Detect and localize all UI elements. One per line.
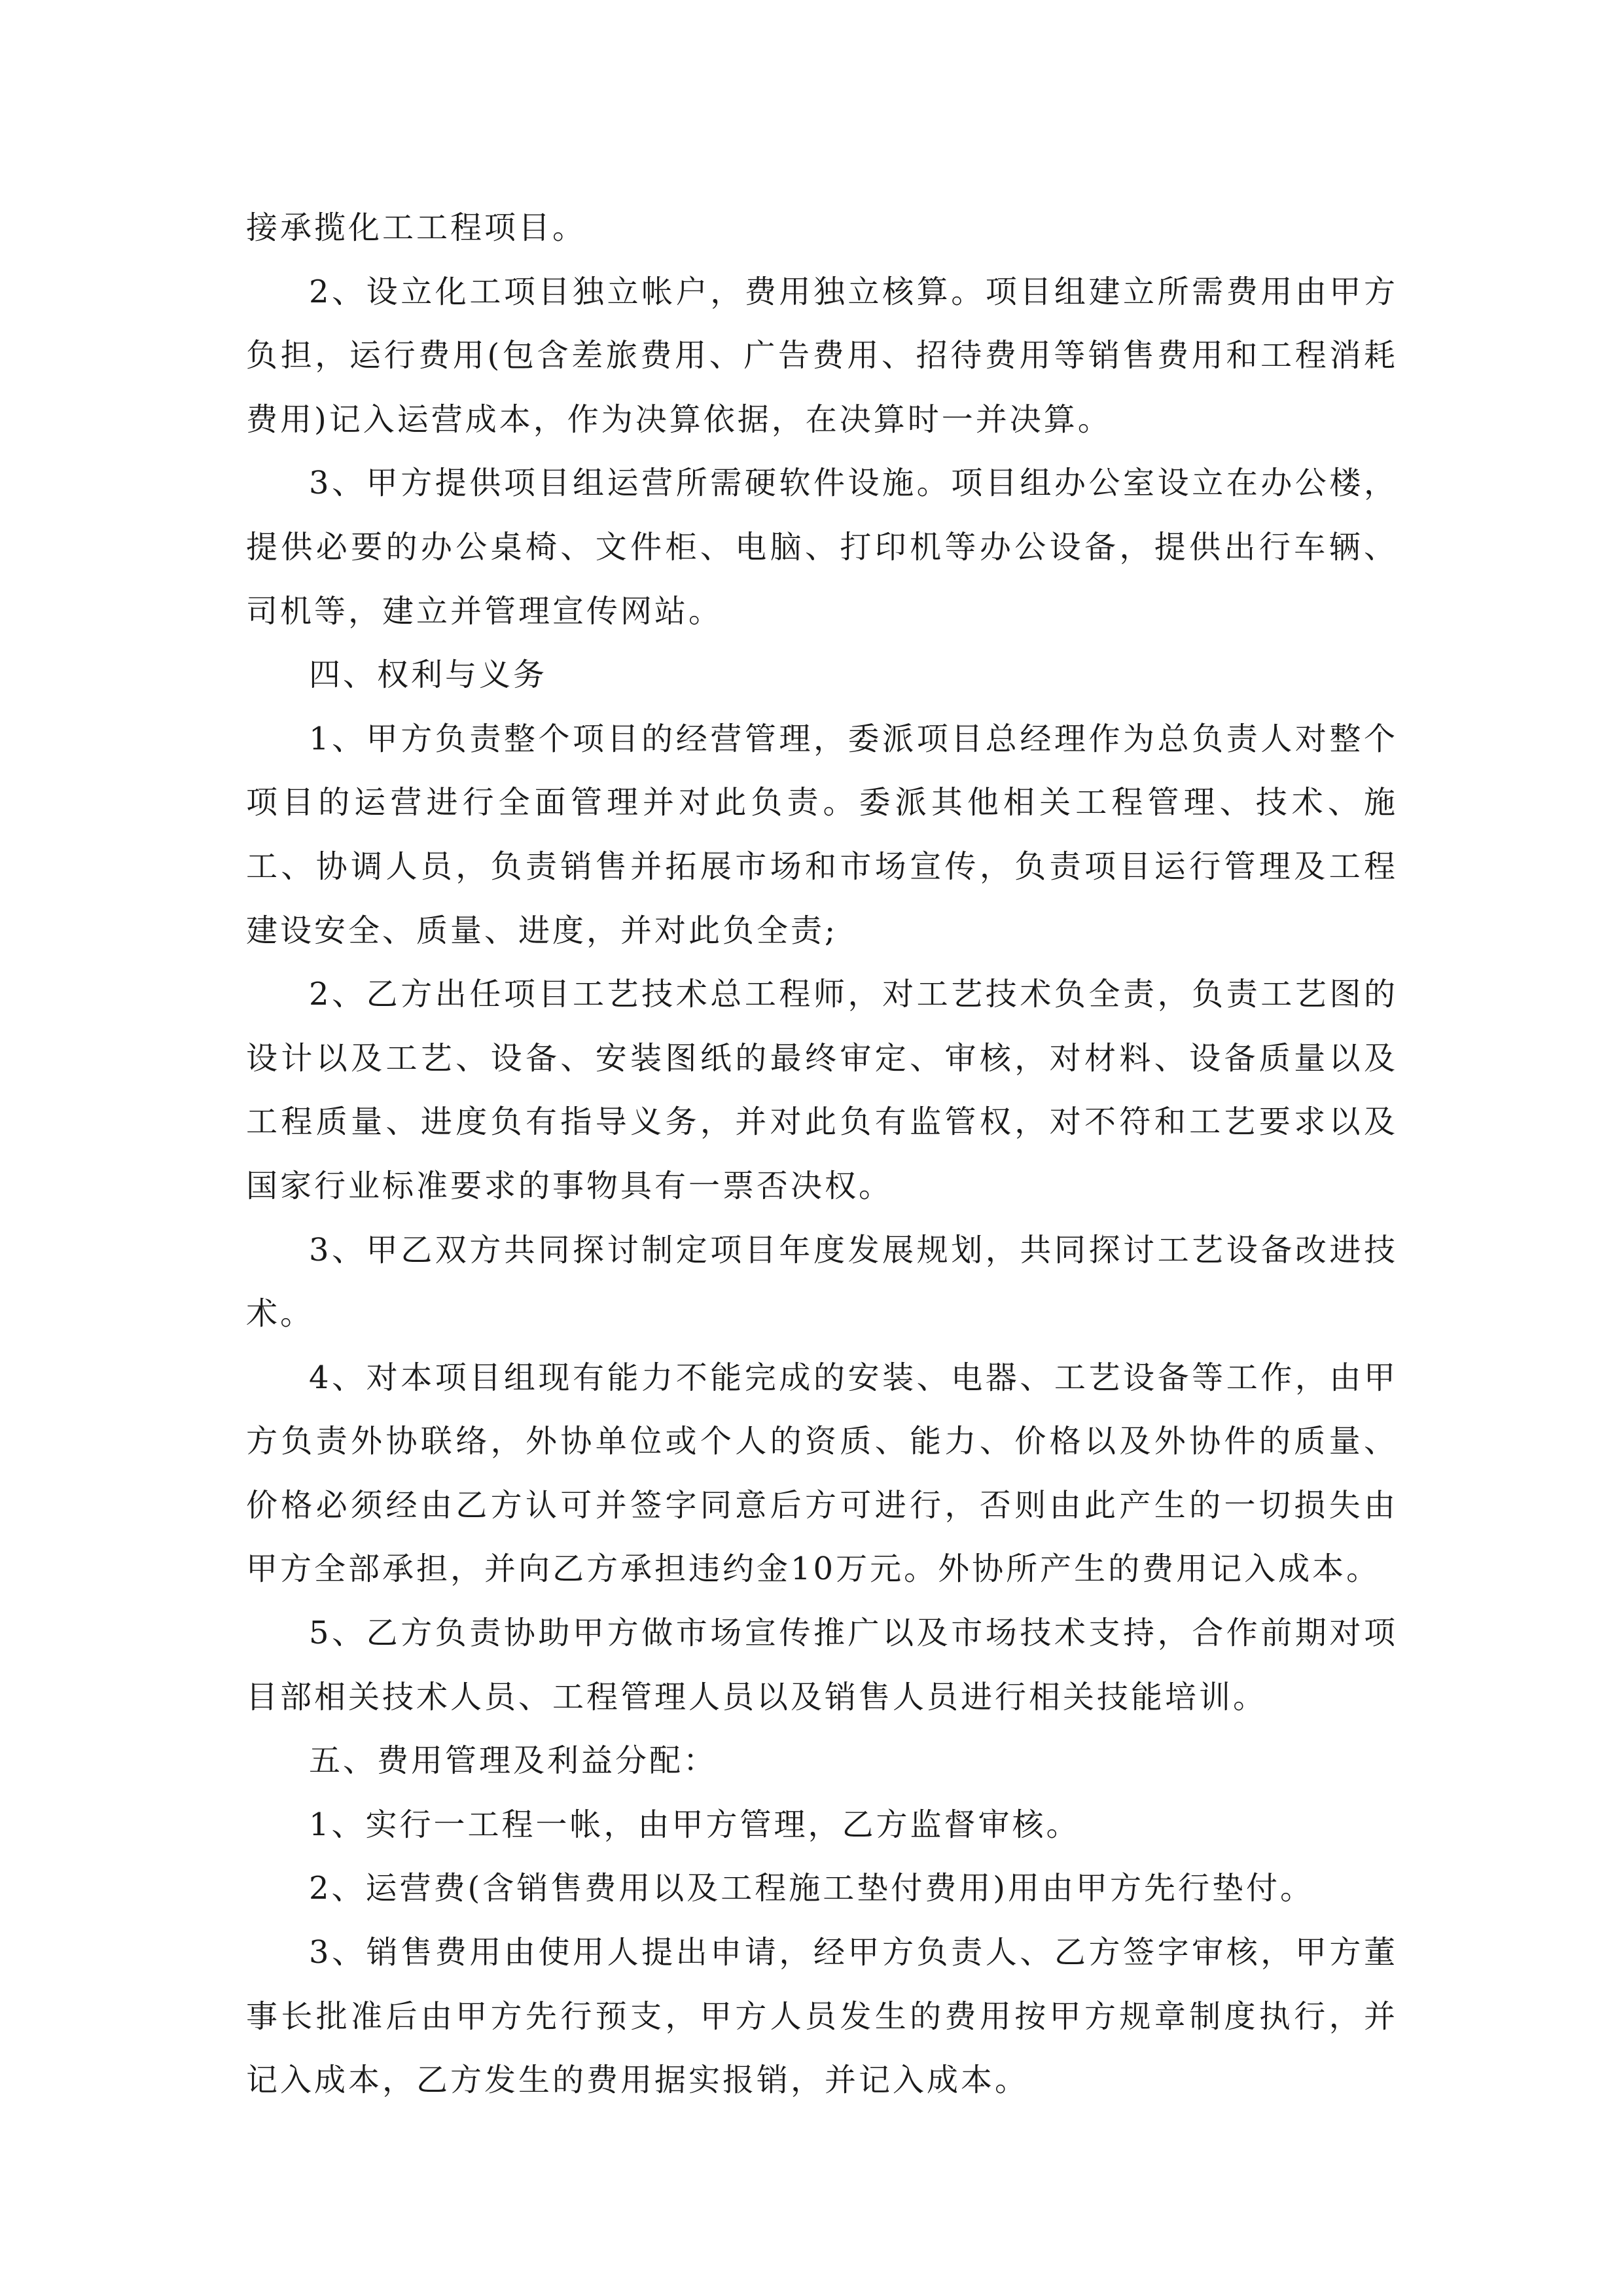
section-heading-rights-duties: 四、权利与义务 [309, 656, 548, 694]
paragraph-clause-4-2: 2、乙方出任项目工艺技术总工程师，对工艺技术负全责，负责工艺图的设计以及工艺、设备、安装图纸的最终审定、审核，对材料、设备质量以及工程质量、进度负有指导义务，并对此负有监管权，对不符和工艺要求以及国家行业标准要求的事物具有一票否决权。 [246, 976, 1398, 1204]
section-heading-cost-management: 五、费用管理及利益分配： [309, 1742, 718, 1780]
paragraph-clause-4-4: 4、对本项目组现有能力不能完成的安装、电器、工艺设备等工作，由甲方负责外协联络，外协单位或个人的资质、能力、价格以及外协件的质量、价格必须经由乙方认可并签字同意后方可进行，否则由此产生的一切损失由甲方全部承担，并向乙方承担违约金10万元。外协所产生的费用记入成本。 [246, 1359, 1398, 1588]
paragraph-clause-4-5: 5、乙方负责协助甲方做市场宣传推广以及市场技术支持，合作前期对项目部相关技术人员、工程管理人员以及销售人员进行相关技能培训。 [246, 1615, 1398, 1715]
paragraph-clause-5-1: 1、实行一工程一帐，由甲方管理，乙方监督审核。 [309, 1806, 1080, 1843]
paragraph-clause-3-3: 3、甲方提供项目组运营所需硬软件设施。项目组办公室设立在办公楼，提供必要的办公桌椅、文件柜、电脑、打印机等办公设备，提供出行车辆、司机等，建立并管理宣传网站。 [246, 465, 1398, 630]
paragraph-continuation: 接承揽化工工程项目。 [246, 209, 587, 246]
document-body [246, 196, 1398, 2113]
paragraph-clause-5-3: 3、销售费用由使用人提出申请，经甲方负责人、乙方签字审核，甲方董事长批准后由甲方先行预支，甲方人员发生的费用按甲方规章制度执行，并记入成本，乙方发生的费用据实报销，并记入成本。 [246, 1934, 1398, 2099]
paragraph-clause-4-3: 3、甲乙双方共同探讨制定项目年度发展规划，共同探讨工艺设备改进技术。 [246, 1231, 1398, 1333]
paragraph-clause-5-2: 2、运营费(含销售费用以及工程施工垫付费用)用由甲方先行垫付。 [309, 1870, 1314, 1907]
paragraph-clause-4-1: 1、甲方负责整个项目的经营管理，委派项目总经理作为总负责人对整个项目的运营进行全面管理并对此负责。委派其他相关工程管理、技术、施工、协调人员，负责销售并拓展市场和市场宣传，负责项目运行管理及工程建设安全、质量、进度，并对此负全责; [246, 720, 1398, 949]
paragraph-clause-3-2: 2、设立化工项目独立帐户，费用独立核算。项目组建立所需费用由甲方负担，运行费用(包含差旅费用、广告费用、招待费用等销售费用和工程消耗费用)记入运营成本，作为决算依据，在决算时一并决算。 [246, 273, 1398, 438]
